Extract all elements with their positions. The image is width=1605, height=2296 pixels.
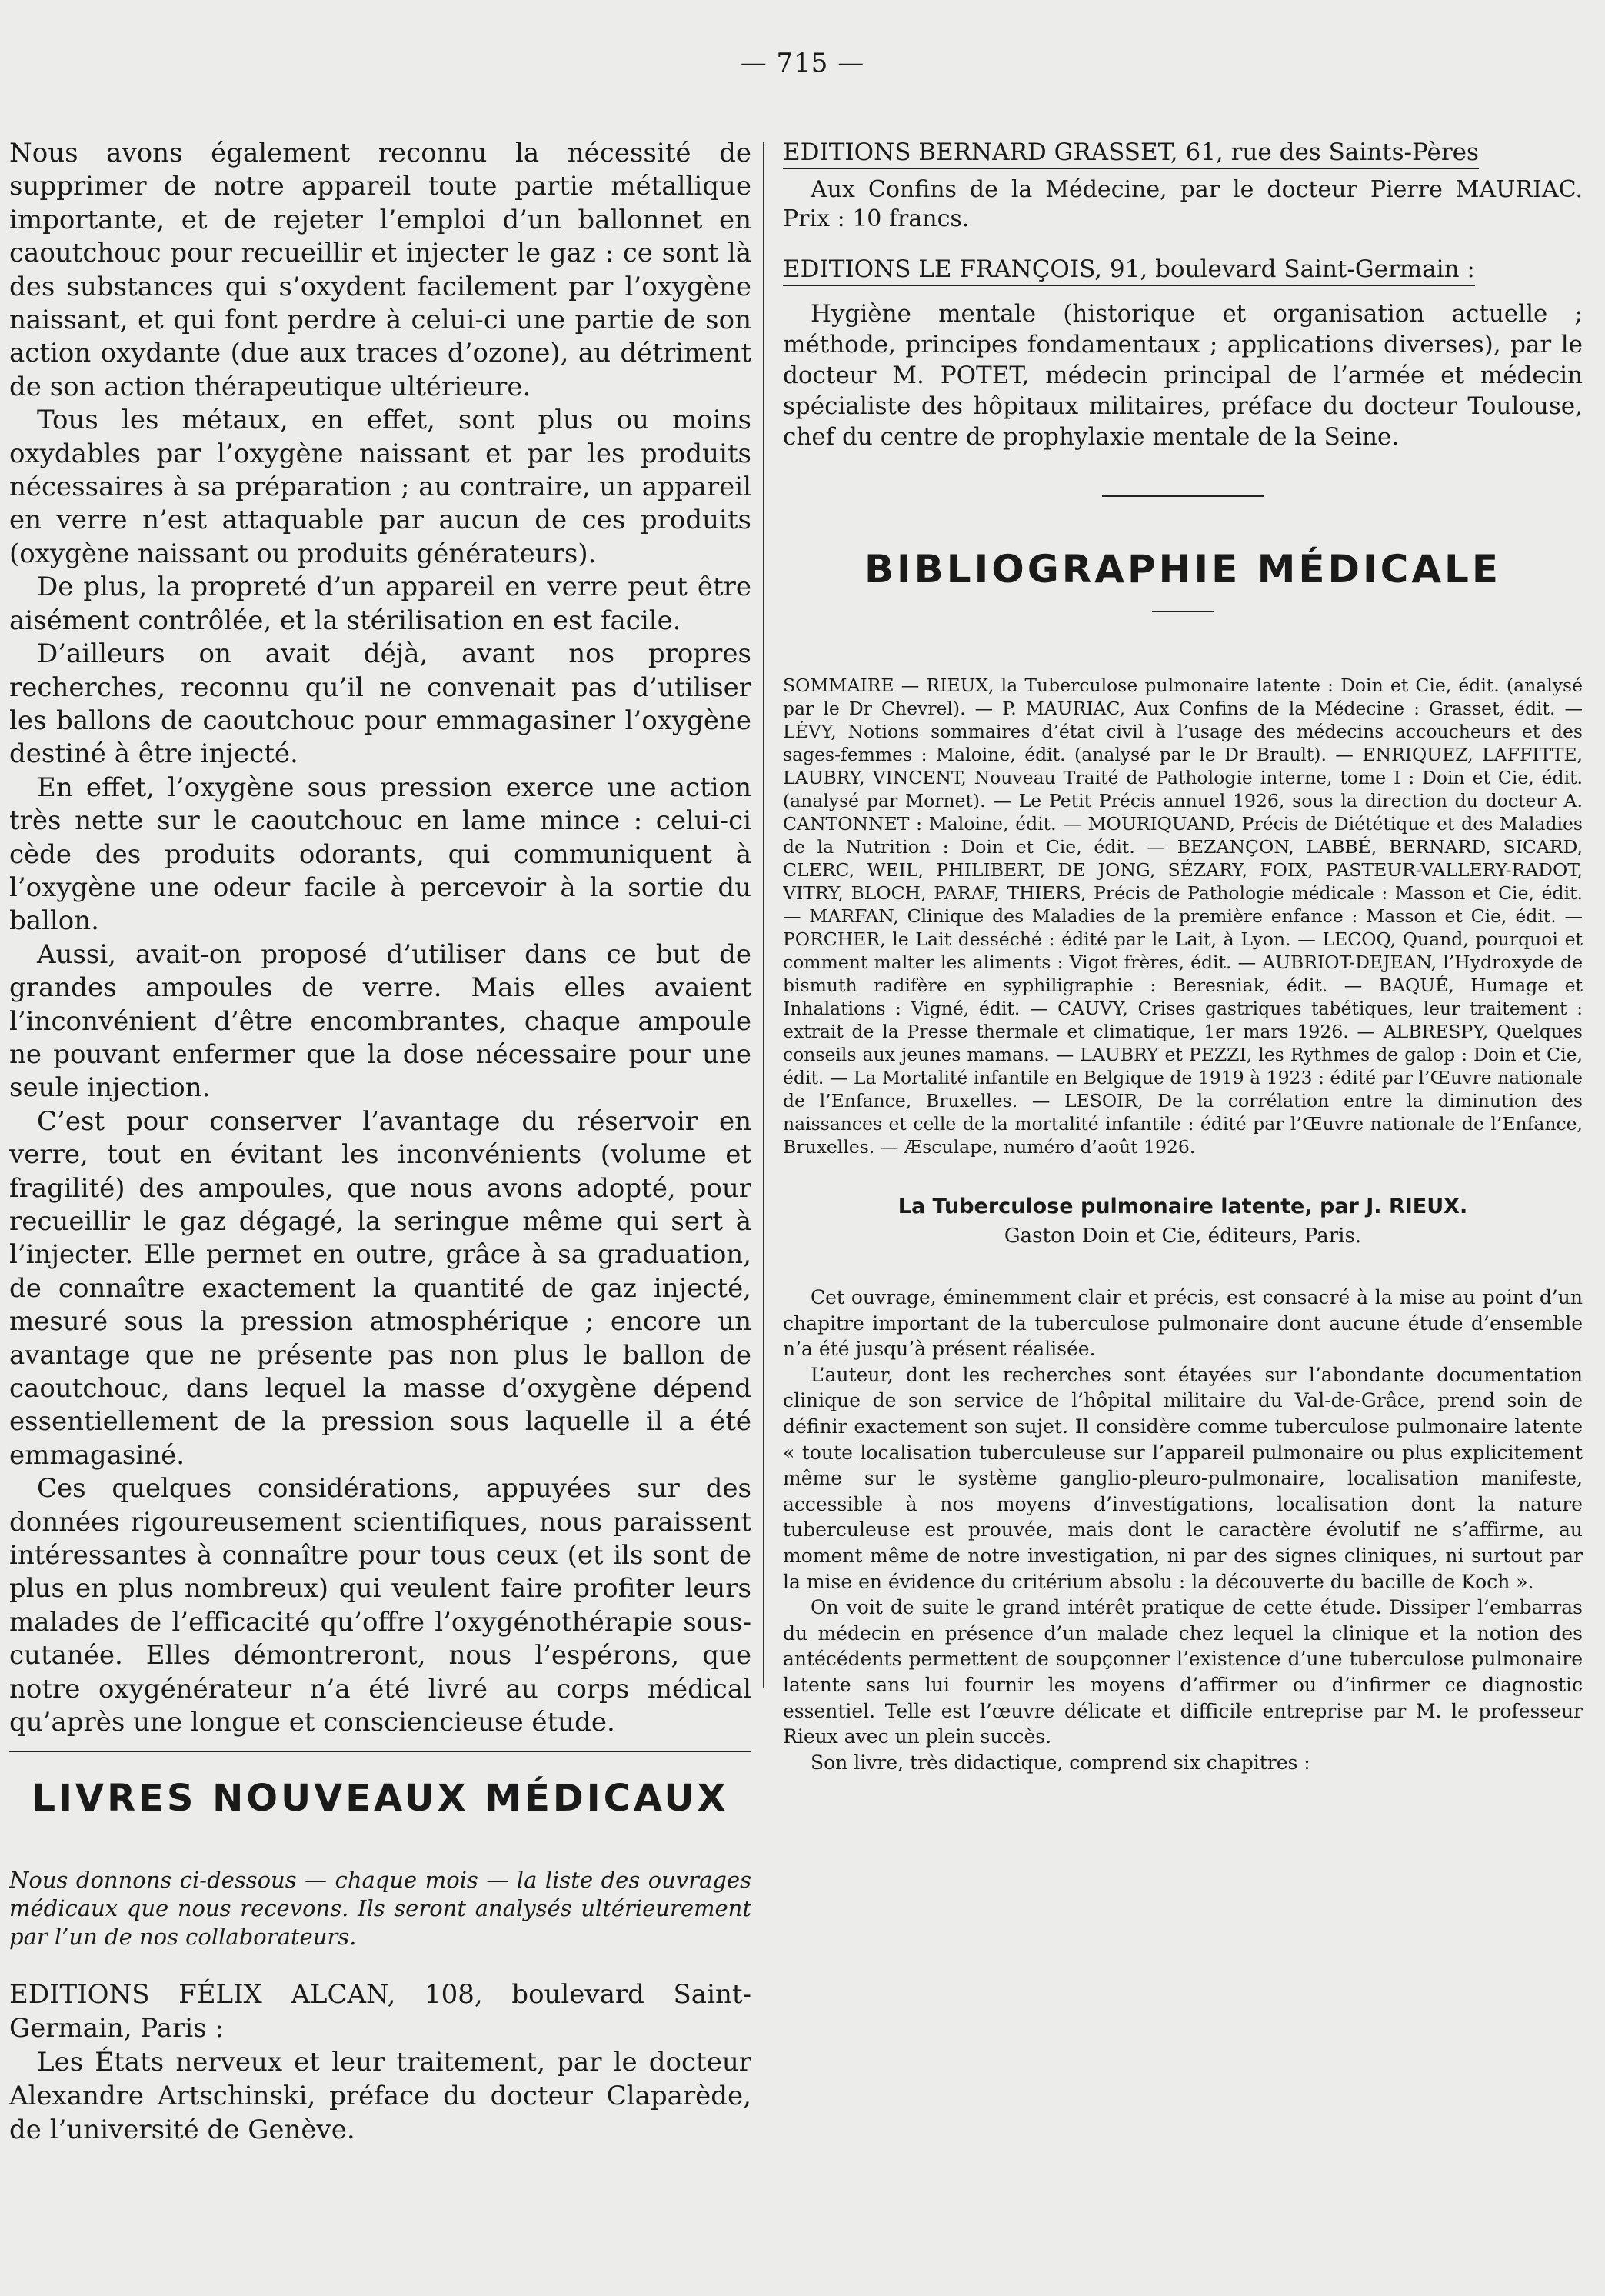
article-paragraph: C’est pour conserver l’avantage du réservoir en verre, tout en évitant les inconvénients (volume et fragilité) des ampoules, que nous avons adopté, pour recueillir le gaz dégagé, la seringue même qui sert à l’injecter. Elle permet en outre, grâce à sa graduation, de connaître exactement la quantité de gaz injecté, mesuré sous la pression atmosphérique ; encore un avantage que ne présente pas non plus le ballon de caoutchouc, dans lequel la masse d’oxygène dépend essentiellement de la pression sous laquelle il a été emmagasiné. <box>9 1105 751 1471</box>
separator-rule <box>1152 611 1214 612</box>
article-paragraph: De plus, la propreté d’un appareil en verre peut être aisément contrôlée, et la stérilisation en est facile. <box>9 572 751 636</box>
review-book-title: La Tuberculose pulmonaire latente, par J. RIEUX. <box>897 1195 1468 1218</box>
review-paragraph: On voit de suite le grand intérêt pratique de cette étude. Dissiper l’embarras du médecin en présence d’un malade chez lequel la clinique et la notion des antécédents permettent de soupçonner l’existence d’une tuberculose pulmonaire latente sans lui fournir les moyens d’affirmer ou d’infirmer ce diagnostic essentiel. Telle est l’œuvre délicate et difficile entreprise par M. le professeur Rieux avec un plein succès. <box>783 1596 1583 1748</box>
section-intro: Nous donnons ci-dessous — chaque mois — la liste des ouvrages médicaux que nous recevons. Ils seront analysés ultérieurement par l’un de nos collaborateurs. <box>9 1866 751 1950</box>
page-number: — 715 — <box>740 48 865 78</box>
article-paragraph: Ces quelques considérations, appuyées sur des données rigoureusement scientifiques, nous paraissent intéressantes à connaître pour tous ceux (et ils sont de plus en plus nombreux) qui veulent faire profiter leurs malades de l’efficacité qu’offre l’oxygénothérapie sous-cutanée. Elles démontreront, nous l’espérons, que notre oxygénérateur n’a été livré au corps médical qu’après une longue et consciencieuse étude. <box>9 1473 751 1738</box>
article-paragraph: En effet, l’oxygène sous pression exerce une action très nette sur le caoutchouc en lame mince : celui-ci cède des produits odorants, qui communiquent à l’oxygène une odeur facile à percevoir à la sortie du ballon. <box>9 771 751 937</box>
publisher-le-francois: EDITIONS LE FRANÇOIS, 91, boulevard Saint-Germain : <box>783 254 1475 286</box>
article-paragraph: Aussi, avait-on proposé d’utiliser dans ce but de grandes ampoules de verre. Mais elles avaient l’inconvénient d’être encombrantes, chaque ampoule ne pouvant enfermer que la dose nécessaire pour une seule injection. <box>9 938 751 1104</box>
article-paragraph: D’ailleurs on avait déjà, avant nos propres recherches, reconnu qu’il ne convenait pas d’utiliser les ballons de caoutchouc pour emmagasiner l’oxygène destiné à être injecté. <box>9 638 751 770</box>
sommaire: SOMMAIRE — RIEUX, la Tuberculose pulmonaire latente : Doin et Cie, édit. (analysé par le Dr Chevrel). — P. MAURIAC, Aux Confins de la Médecine : Grasset, édit. — LÉVY, Notions sommaires d’état civil à l’usage des médecins accoucheurs et des sages-femmes : Maloine, édit. (analysé par le Dr Brault). — ENRIQUEZ, LAFFITTE, LAUBRY, VINCENT, Nouveau Traité de Pathologie interne, tome I : Doin et Cie, édit. (analysé par Mornet). — Le Petit Précis annuel 1926, sous la direction du docteur A. CANTONNET : Maloine, édit. — MOURIQUAND, Précis de Diététique et des Maladies de la Nutrition : Doin et Cie, édit. — BEZANÇON, LABBÉ, BERNARD, SICARD, CLERC, WEIL, PHILIBERT, DE JONG, SÉZARY, FOIX, PASTEUR-VALLERY-RADOT, VITRY, BLOCH, PARAF, THIERS, Précis de Pathologie médicale : Masson et Cie, édit. — MARFAN, Clinique des Maladies de la première enfance : Masson et Cie, édit. — PORCHER, le Lait desséché : édité par le Lait, à Lyon. — LECOQ, Quand, pourquoi et comment malter les aliments : Vigot frères, édit. — AUBRIOT-DEJEAN, l’Hydroxyde de bismuth radifère en syphiligraphie : Beresniak, édit. — BAQUÉ, Humage et Inhalations : Vigné, édit. — CAUVY, Crises gastriques tabétiques, leur traitement : extrait de la Presse thermale et climatique, 1er mars 1926. — ALBRESPY, Quelques conseils aux jeunes mamans. — LAUBRY et PEZZI, les Rythmes de galop : Doin et Cie, édit. — La Mortalité infantile en Belgique de 1919 à 1923 : édité par l’Œuvre nationale de l’Enfance, Bruxelles. — LESOIR, De la corrélation entre la diminution des naissances et celle de la mortalité infantile : édité par l’Œuvre nationale de l’Enfance, Bruxelles. — Æsculape, numéro d’août 1926. <box>783 675 1583 1158</box>
book-entry: Les États nerveux et leur traitement, par le docteur Alexandre Artschinski, préface du docteur Claparède, de l’université de Genève. <box>9 2046 751 2145</box>
review-paragraph: Son livre, très didactique, comprend six chapitres : <box>811 1751 1310 1774</box>
section-rule <box>9 1751 751 1752</box>
article-body <box>9 137 751 1740</box>
left-column <box>9 137 751 2283</box>
book-entry: Aux Confins de la Médecine, par le docteur Pierre MAURIAC. Prix : 10 francs. <box>783 176 1583 232</box>
review-body <box>783 1285 1583 1775</box>
book-entry: Hygiène mentale (historique et organisation actuelle ; méthode, principes fondamentaux ; applications diverses), par le docteur M. POTET, médecin principal de l’armée et médecin spécialiste des hôpitaux militaires, préface du docteur Toulouse, chef du centre de prophylaxie mentale de la Seine. <box>783 300 1583 451</box>
publisher-grasset: EDITIONS BERNARD GRASSET, 61, rue des Saints-Pères <box>783 137 1479 169</box>
article-paragraph: Tous les métaux, en effet, sont plus ou moins oxydables par l’oxygène naissant et par les produits nécessaires à sa préparation ; au contraire, un appareil en verre n’est attaquable par aucun de ces produits (oxygène naissant ou produits générateurs). <box>9 405 751 569</box>
section-title-livres: LIVRES NOUVEAUX MÉDICAUX <box>32 1776 729 1820</box>
review-paragraph: Cet ouvrage, éminemment clair et précis, est consacré à la mise au point d’un chapitre important de la tuberculose pulmonaire dont aucune étude d’ensemble n’a été jusqu’à présent réalisée. <box>783 1286 1583 1361</box>
review-book-publisher: Gaston Doin et Cie, éditeurs, Paris. <box>1004 1225 1362 1248</box>
separator-rule <box>1102 495 1264 497</box>
review-paragraph: L’auteur, dont les recherches sont étayées sur l’abondante documentation clinique de son service de l’hôpital militaire du Val-de-Grâce, prend soin de définir exactement son sujet. Il considère comme tuberculose pulmonaire latente « toute localisation tuberculeuse sur l’appareil pulmonaire ou plus explicitement même sur le système ganglio-pleuro-pulmonaire, localisation manifeste, accessible à nos moyens d’investigations, localisation dont la nature tuberculeuse est prouvée, mais dont le caractère évolutif ne s’affirme, au moment même de notre investigation, ni par des signes cliniques, ni surtout par la mise en évidence du critérium absolu : la découverte du bacille de Koch ». <box>783 1363 1583 1593</box>
article-paragraph: Nous avons également reconnu la nécessité de supprimer de notre appareil toute partie métallique importante, et de rejeter l’emploi d’un ballonnet en caoutchouc pour recueillir et injecter le gaz : ce sont là des substances qui s’oxydent facilement par l’oxygène naissant, et qui font perdre à celui-ci une partie de son action oxydante (due aux traces d’ozone), au détriment de son action thérapeutique ultérieure. <box>9 138 751 402</box>
column-divider <box>763 142 764 1688</box>
right-column <box>783 137 1583 2283</box>
publisher-alcan: EDITIONS FÉLIX ALCAN, 108, boulevard Saint-Germain, Paris : <box>9 1978 751 2044</box>
section-title-bibliographie: BIBLIOGRAPHIE MÉDICALE <box>864 547 1502 591</box>
